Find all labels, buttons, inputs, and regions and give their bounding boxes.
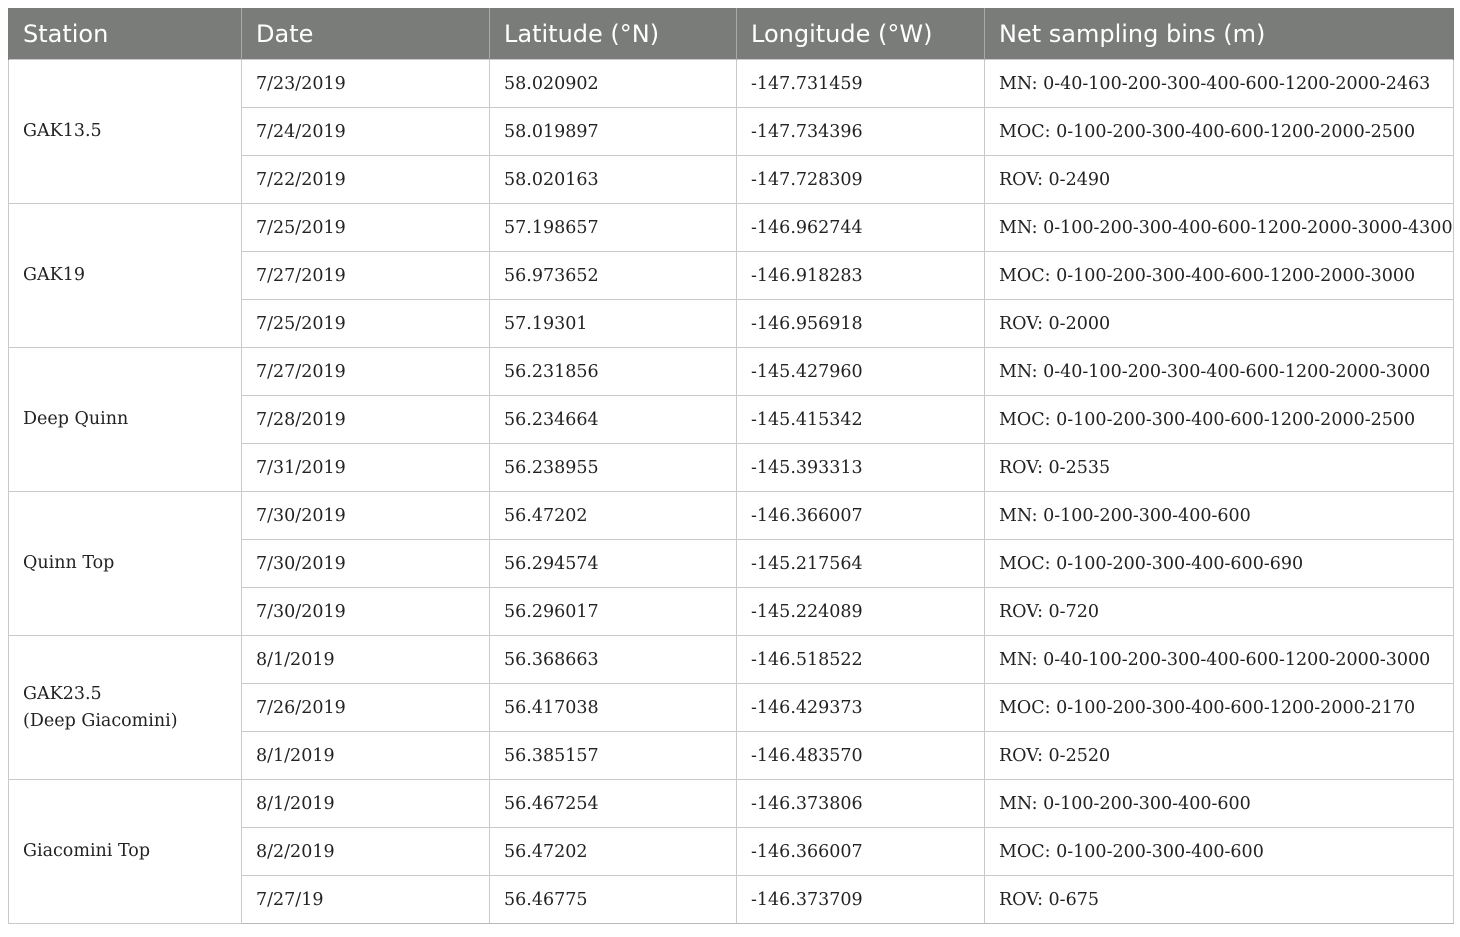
latitude-cell: 56.238955: [490, 444, 737, 492]
date-cell: 8/1/2019: [242, 732, 490, 780]
longitude-cell: -145.217564: [737, 540, 985, 588]
latitude-cell: 58.019897: [490, 108, 737, 156]
latitude-cell: 56.385157: [490, 732, 737, 780]
date-cell: 7/27/2019: [242, 348, 490, 396]
station-name-line: (Deep Giacomini): [23, 710, 178, 731]
longitude-cell: -146.366007: [737, 492, 985, 540]
date-cell: 7/30/2019: [242, 588, 490, 636]
header-net-sampling-bins: Net sampling bins (m): [985, 8, 1454, 60]
date-cell: 8/2/2019: [242, 828, 490, 876]
longitude-cell: -146.483570: [737, 732, 985, 780]
header-station: Station: [9, 8, 242, 60]
date-cell: 8/1/2019: [242, 780, 490, 828]
latitude-cell: 56.417038: [490, 684, 737, 732]
header-row: [9, 8, 1454, 60]
date-cell: 7/25/2019: [242, 204, 490, 252]
net-sampling-bins-cell: MOC: 0-100-200-300-400-600-690: [985, 540, 1454, 588]
net-sampling-bins-cell: MN: 0-40-100-200-300-400-600-1200-2000-3000: [985, 348, 1454, 396]
date-cell: 7/30/2019: [242, 492, 490, 540]
table-row: [9, 348, 1454, 396]
date-cell: 7/22/2019: [242, 156, 490, 204]
sampling-table: [8, 8, 1454, 924]
longitude-cell: -146.429373: [737, 684, 985, 732]
station-name-line: GAK23.5: [23, 683, 102, 704]
station-cell: [9, 780, 242, 924]
date-cell: 7/31/2019: [242, 444, 490, 492]
table-row: [9, 60, 1454, 108]
station-cell: [9, 492, 242, 636]
longitude-cell: -145.427960: [737, 348, 985, 396]
latitude-cell: 58.020163: [490, 156, 737, 204]
date-cell: 7/25/2019: [242, 300, 490, 348]
net-sampling-bins-cell: MN: 0-100-200-300-400-600: [985, 492, 1454, 540]
station-name-line: GAK13.5: [23, 121, 102, 141]
station-cell: [9, 348, 242, 492]
longitude-cell: -146.956918: [737, 300, 985, 348]
station-cell: [9, 204, 242, 348]
longitude-cell: -146.962744: [737, 204, 985, 252]
date-cell: 7/23/2019: [242, 60, 490, 108]
longitude-cell: -146.373806: [737, 780, 985, 828]
station-name-line: GAK19: [23, 265, 85, 285]
longitude-cell: -147.731459: [737, 60, 985, 108]
station-cell: [9, 636, 242, 780]
table-body: [9, 60, 1454, 924]
latitude-cell: 56.973652: [490, 252, 737, 300]
date-cell: 7/30/2019: [242, 540, 490, 588]
latitude-cell: 58.020902: [490, 60, 737, 108]
latitude-cell: 56.294574: [490, 540, 737, 588]
longitude-cell: -146.373709: [737, 876, 985, 924]
table-row: [9, 636, 1454, 684]
date-cell: 7/27/2019: [242, 252, 490, 300]
longitude-cell: -146.366007: [737, 828, 985, 876]
station-cell: [9, 60, 242, 204]
longitude-cell: -146.918283: [737, 252, 985, 300]
longitude-cell: -145.224089: [737, 588, 985, 636]
table-row: [9, 780, 1454, 828]
net-sampling-bins-cell: ROV: 0-675: [985, 876, 1454, 924]
table-row: [9, 492, 1454, 540]
table-row: [9, 204, 1454, 252]
latitude-cell: 56.296017: [490, 588, 737, 636]
latitude-cell: 56.368663: [490, 636, 737, 684]
net-sampling-bins-cell: ROV: 0-2490: [985, 156, 1454, 204]
net-sampling-bins-cell: MOC: 0-100-200-300-400-600: [985, 828, 1454, 876]
date-cell: 7/28/2019: [242, 396, 490, 444]
header-longitude: Longitude (°W): [737, 8, 985, 60]
net-sampling-bins-cell: MN: 0-40-100-200-300-400-600-1200-2000-2463: [985, 60, 1454, 108]
longitude-cell: -147.728309: [737, 156, 985, 204]
net-sampling-bins-cell: ROV: 0-2535: [985, 444, 1454, 492]
header-date: Date: [242, 8, 490, 60]
net-sampling-bins-cell: MOC: 0-100-200-300-400-600-1200-2000-3000: [985, 252, 1454, 300]
longitude-cell: -145.415342: [737, 396, 985, 444]
net-sampling-bins-cell: MOC: 0-100-200-300-400-600-1200-2000-2500: [985, 396, 1454, 444]
station-name-line: Deep Quinn: [23, 409, 129, 429]
header-latitude: Latitude (°N): [490, 8, 737, 60]
net-sampling-bins-cell: MOC: 0-100-200-300-400-600-1200-2000-2500: [985, 108, 1454, 156]
date-cell: 7/26/2019: [242, 684, 490, 732]
net-sampling-bins-cell: MN: 0-100-200-300-400-600-1200-2000-3000-4300: [985, 204, 1454, 252]
net-sampling-bins-cell: ROV: 0-720: [985, 588, 1454, 636]
latitude-cell: 57.19301: [490, 300, 737, 348]
latitude-cell: 56.231856: [490, 348, 737, 396]
latitude-cell: 56.46775: [490, 876, 737, 924]
longitude-cell: -145.393313: [737, 444, 985, 492]
longitude-cell: -147.734396: [737, 108, 985, 156]
latitude-cell: 56.467254: [490, 780, 737, 828]
date-cell: 7/24/2019: [242, 108, 490, 156]
net-sampling-bins-cell: MOC: 0-100-200-300-400-600-1200-2000-2170: [985, 684, 1454, 732]
net-sampling-bins-cell: ROV: 0-2000: [985, 300, 1454, 348]
net-sampling-bins-cell: MN: 0-40-100-200-300-400-600-1200-2000-3000: [985, 636, 1454, 684]
latitude-cell: 57.198657: [490, 204, 737, 252]
latitude-cell: 56.47202: [490, 828, 737, 876]
latitude-cell: 56.234664: [490, 396, 737, 444]
date-cell: 7/27/19: [242, 876, 490, 924]
net-sampling-bins-cell: MN: 0-100-200-300-400-600: [985, 780, 1454, 828]
station-name-line: Quinn Top: [23, 553, 115, 573]
net-sampling-bins-cell: ROV: 0-2520: [985, 732, 1454, 780]
station-name-line: Giacomini Top: [23, 841, 151, 861]
longitude-cell: -146.518522: [737, 636, 985, 684]
date-cell: 8/1/2019: [242, 636, 490, 684]
latitude-cell: 56.47202: [490, 492, 737, 540]
